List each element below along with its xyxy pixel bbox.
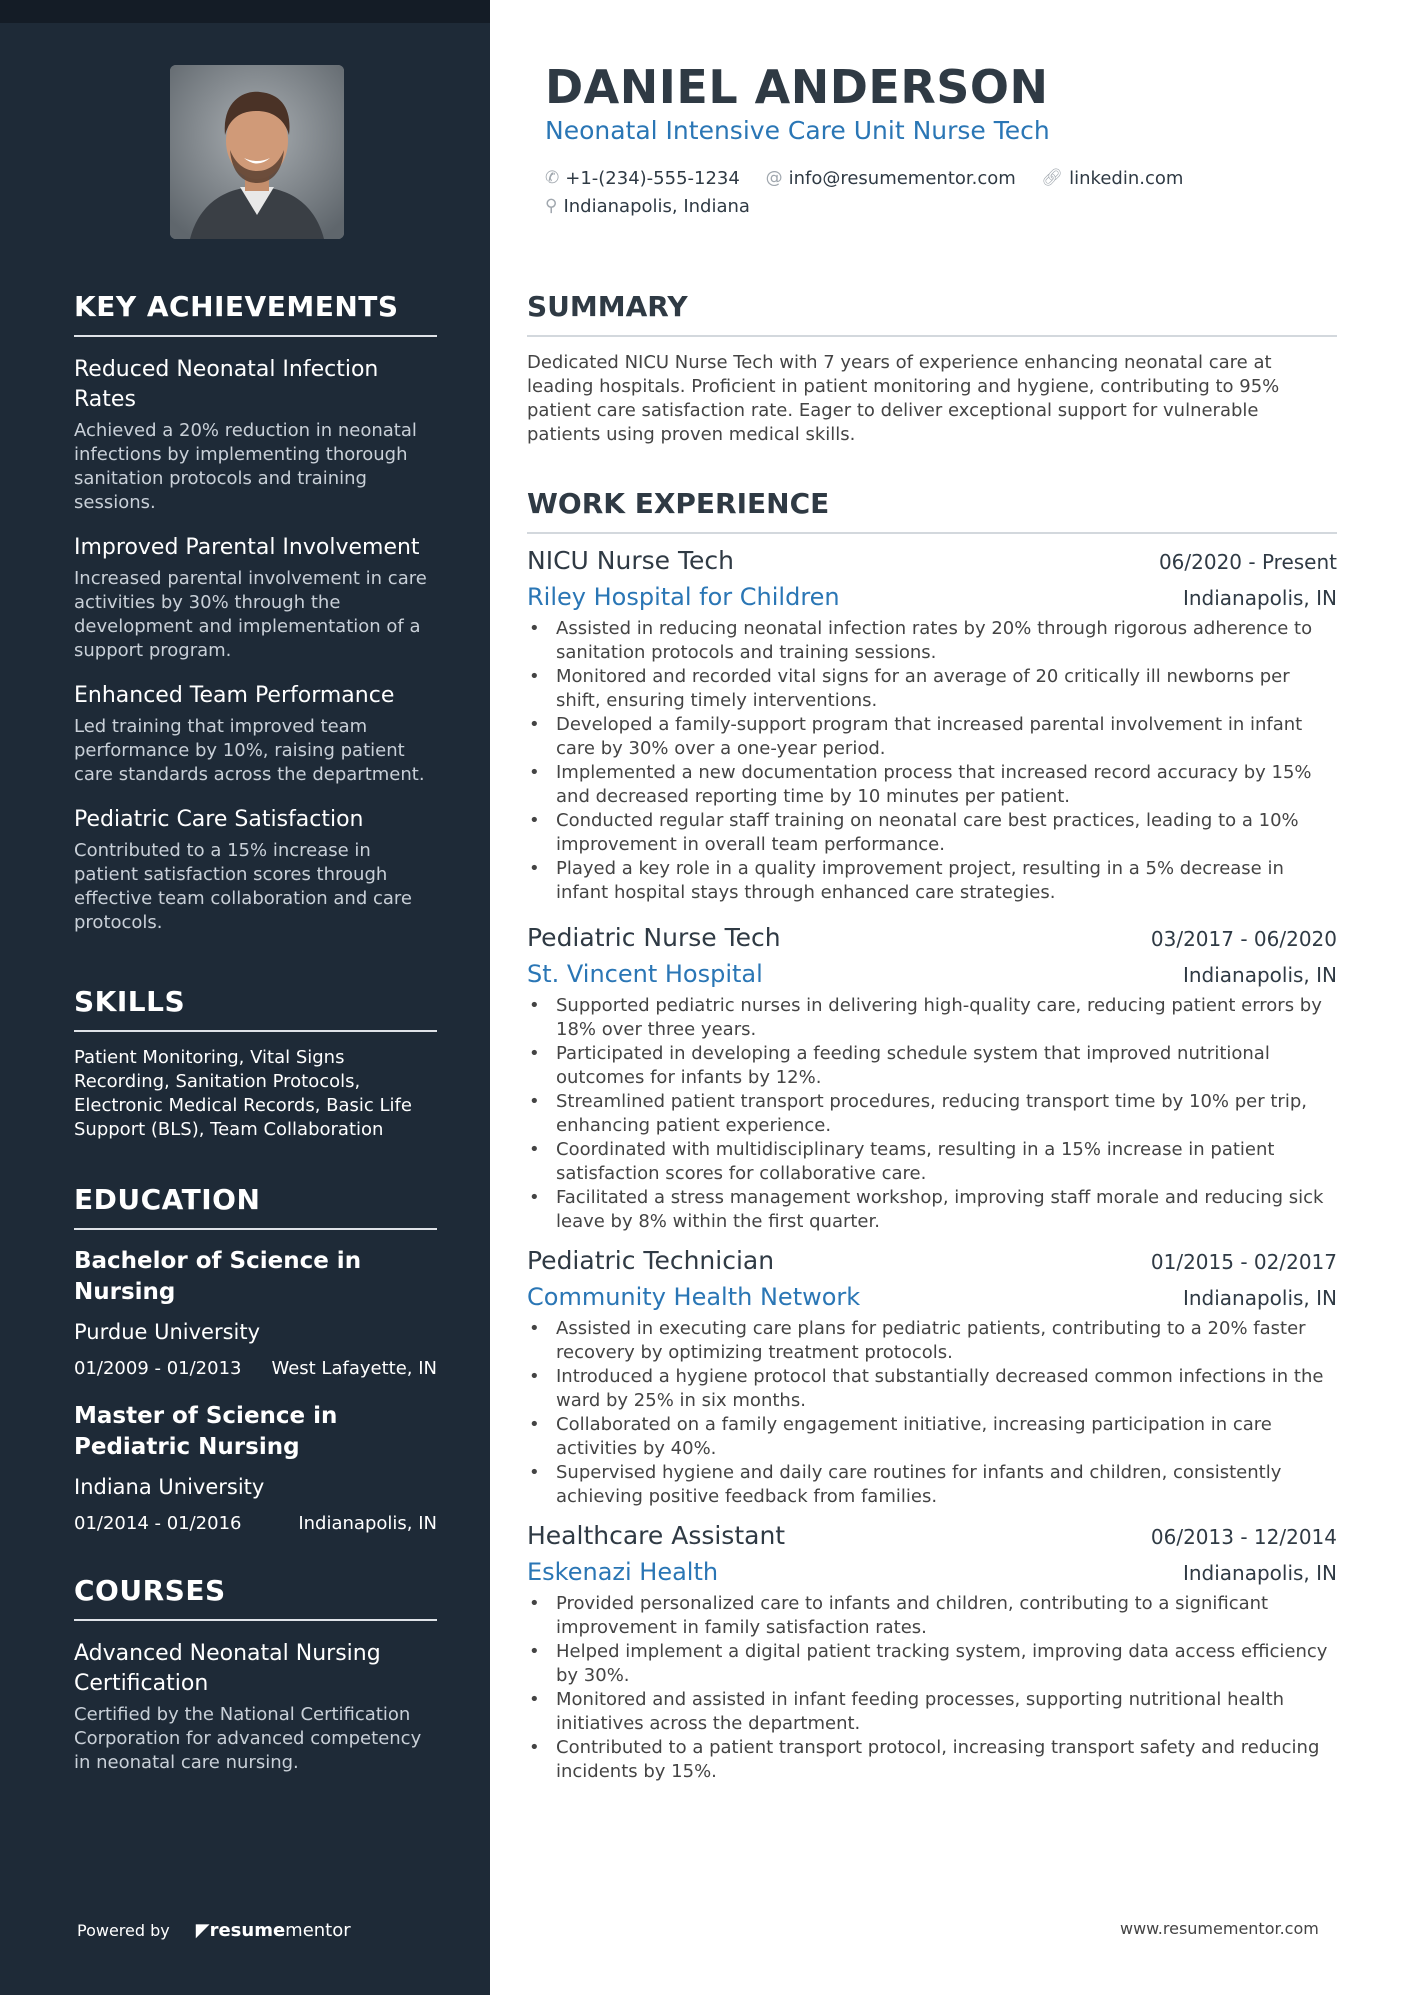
experience-section: [527, 487, 1337, 1784]
link-icon: 🔗︎: [1041, 168, 1064, 188]
experience-heading: WORK EXPERIENCE: [527, 487, 1337, 534]
summary-text: Dedicated NICU Nurse Tech with 7 years of experience enhancing neonatal care at leading hospitals. Proficient in patient monitoring and hygiene, contributing to 95% patient care satisfaction rate. Eager to deliver exceptional support for vulnerable patients using proven medical skills.: [527, 352, 1280, 445]
job-bullet: • Conducted regular staff training on neonatal care best practices, leading to a 10% improvement in overall team performance.: [527, 809, 1337, 857]
courses-heading: COURSES: [74, 1574, 437, 1621]
sidebar-top-band: [0, 0, 490, 23]
courses-section: [74, 1574, 437, 1775]
logo-mark-icon: ◤: [195, 1920, 210, 1941]
achievement-desc: Increased parental involvement in care activities by 30% through the development and implementation of a support program.: [74, 568, 427, 661]
job-dates: 01/2015 - 02/2017: [1150, 1250, 1337, 1274]
job-bullet: • Assisted in executing care plans for pediatric patients, contributing to a 20% faster recovery by optimizing treatment protocols.: [527, 1317, 1337, 1365]
job-bullets: [527, 1592, 1337, 1784]
skills-list: Patient Monitoring, Vital Signs Recording, Sanitation Protocols, Electronic Medical Records, Basic Life Support (BLS), Team Collaboration: [74, 1047, 412, 1140]
achievement-desc: Achieved a 20% reduction in neonatal infections by implementing thorough sanitation protocols and training sessions.: [74, 420, 417, 513]
job-bullet: • Assisted in reducing neonatal infection rates by 20% through rigorous adherence to sanitation protocols and training sessions.: [527, 617, 1337, 665]
education-school: Indiana University: [74, 1475, 265, 1499]
job-bullet: • Streamlined patient transport procedures, reducing transport time by 10% per trip, enhancing patient experience.: [527, 1090, 1337, 1138]
skills-section: [74, 985, 437, 1142]
job-company: Eskenazi Health: [527, 1558, 719, 1586]
job-bullet: • Contributed to a patient transport protocol, increasing transport safety and reducing incidents by 15%.: [527, 1736, 1337, 1784]
job-bullet: • Provided personalized care to infants and children, contributing to a significant improvement in family satisfaction rates.: [527, 1592, 1337, 1640]
job-location: Indianapolis, IN: [1182, 586, 1337, 610]
contact-email[interactable]: @ info@resumementor.com: [766, 165, 1016, 192]
contact-linkedin[interactable]: 🔗︎ linkedin.com: [1042, 165, 1184, 192]
achievements-section: [74, 290, 437, 935]
contact-phone[interactable]: ✆ +1-(234)-555-1234: [545, 165, 740, 192]
job-title: Pediatric Technician: [527, 1246, 775, 1275]
education-dates: 01/2014 - 01/2016: [74, 1513, 242, 1534]
job-bullet: • Introduced a hygiene protocol that substantially decreased common infections in the ward by 25% in six months.: [527, 1365, 1337, 1413]
skills-heading: SKILLS: [74, 985, 437, 1032]
job-entry: [527, 1521, 1337, 1784]
achievement-item: [74, 533, 437, 663]
resumementor-logo[interactable]: [196, 1920, 351, 1941]
achievements-heading: KEY ACHIEVEMENTS: [74, 290, 437, 337]
job-bullet: • Coordinated with multidisciplinary teams, resulting in a 15% increase in patient satisfaction scores for collaborative care.: [527, 1138, 1337, 1186]
summary-heading: SUMMARY: [527, 290, 1337, 337]
job-bullet: • Developed a family-support program that increased parental involvement in infant care by 30% over a one-year period.: [527, 713, 1337, 761]
job-entry: [527, 546, 1337, 905]
job-dates: 03/2017 - 06/2020: [1150, 927, 1337, 951]
education-degree: Master of Science in Pediatric Nursing: [74, 1403, 338, 1460]
job-company: Community Health Network: [527, 1283, 861, 1311]
phone-icon: ✆: [545, 168, 560, 188]
logo-bold: resume: [209, 1920, 286, 1941]
education-item: [74, 1246, 437, 1379]
course-item: [74, 1639, 437, 1775]
location-pin-icon: ⚲: [545, 196, 558, 216]
achievement-title: Pediatric Care Satisfaction: [74, 807, 364, 832]
course-title: Advanced Neonatal Nursing Certification: [74, 1641, 381, 1696]
job-dates: 06/2013 - 12/2014: [1150, 1525, 1337, 1549]
powered-by: [77, 1920, 351, 1941]
job-bullet: • Facilitated a stress management workshop, improving staff morale and reducing sick leave by 8% within the first quarter.: [527, 1186, 1337, 1234]
job-bullet: • Monitored and recorded vital signs for an average of 20 critically ill newborns per shift, ensuring timely interventions.: [527, 665, 1337, 713]
at-icon: @: [765, 168, 783, 188]
footer-website-link[interactable]: www.resumementor.com: [1120, 1919, 1319, 1938]
achievement-item: [74, 355, 437, 515]
education-item: [74, 1401, 437, 1534]
education-heading: EDUCATION: [74, 1183, 437, 1230]
achievement-desc: Contributed to a 15% increase in patient satisfaction scores through effective team collaboration and care protocols.: [74, 840, 412, 933]
job-company: Riley Hospital for Children: [527, 583, 840, 611]
education-degree: Bachelor of Science in Nursing: [74, 1248, 362, 1305]
sidebar: [0, 0, 490, 1995]
job-bullet: • Monitored and assisted in infant feeding processes, supporting nutritional health initiatives across the department.: [527, 1688, 1337, 1736]
job-bullet: • Supervised hygiene and daily care routines for infants and children, consistently achieving positive feedback from families.: [527, 1461, 1337, 1509]
job-bullet: • Participated in developing a feeding schedule system that improved nutritional outcomes for infants by 12%.: [527, 1042, 1337, 1090]
job-entry: [527, 923, 1337, 1234]
education-section: [74, 1183, 437, 1534]
contact-location: ⚲ Indianapolis, Indiana: [545, 193, 750, 220]
job-bullets: [527, 617, 1337, 905]
job-dates: 06/2020 - Present: [1158, 550, 1337, 574]
job-location: Indianapolis, IN: [1182, 1286, 1337, 1310]
job-title: Pediatric Nurse Tech: [527, 923, 781, 952]
job-location: Indianapolis, IN: [1182, 963, 1337, 987]
logo-rest: mentor: [285, 1920, 351, 1941]
achievement-title: Improved Parental Involvement: [74, 535, 420, 560]
achievement-item: [74, 805, 437, 935]
candidate-title: Neonatal Intensive Care Unit Nurse Tech: [545, 116, 1050, 145]
summary-section: [527, 290, 1337, 447]
education-dates: 01/2009 - 01/2013: [74, 1358, 242, 1379]
job-bullet: • Helped implement a digital patient tracking system, improving data access efficiency by 30%.: [527, 1640, 1337, 1688]
job-company: St. Vincent Hospital: [527, 960, 763, 988]
job-title: Healthcare Assistant: [527, 1521, 786, 1550]
education-location: Indianapolis, IN: [298, 1513, 437, 1534]
candidate-name: DANIEL ANDERSON: [545, 60, 1049, 114]
job-entry: [527, 1246, 1337, 1509]
job-bullets: [527, 1317, 1337, 1509]
education-location: West Lafayette, IN: [271, 1358, 437, 1379]
job-location: Indianapolis, IN: [1182, 1561, 1337, 1585]
job-bullet: • Implemented a new documentation process that increased record accuracy by 15% and decreased reporting time by 10 minutes per patient.: [527, 761, 1337, 809]
powered-by-label: Powered by: [77, 1921, 170, 1940]
course-desc: Certified by the National Certification Corporation for advanced competency in neonatal care nursing.: [74, 1704, 422, 1773]
achievement-title: Enhanced Team Performance: [74, 683, 395, 708]
job-title: NICU Nurse Tech: [527, 546, 734, 575]
education-school: Purdue University: [74, 1320, 261, 1344]
job-bullet: • Supported pediatric nurses in delivering high-quality care, reducing patient errors by 18% over three years.: [527, 994, 1337, 1042]
achievement-title: Reduced Neonatal Infection Rates: [74, 357, 379, 412]
job-bullet: • Collaborated on a family engagement initiative, increasing participation in care activities by 40%.: [527, 1413, 1337, 1461]
achievement-desc: Led training that improved team performance by 10%, raising patient care standards across the department.: [74, 716, 425, 785]
achievement-item: [74, 681, 437, 787]
job-bullet: • Played a key role in a quality improvement project, resulting in a 5% decrease in infant hospital stays through enhanced care strategies.: [527, 857, 1337, 905]
contact-info: [545, 164, 1203, 220]
job-bullets: [527, 994, 1337, 1234]
profile-photo: [170, 65, 344, 239]
